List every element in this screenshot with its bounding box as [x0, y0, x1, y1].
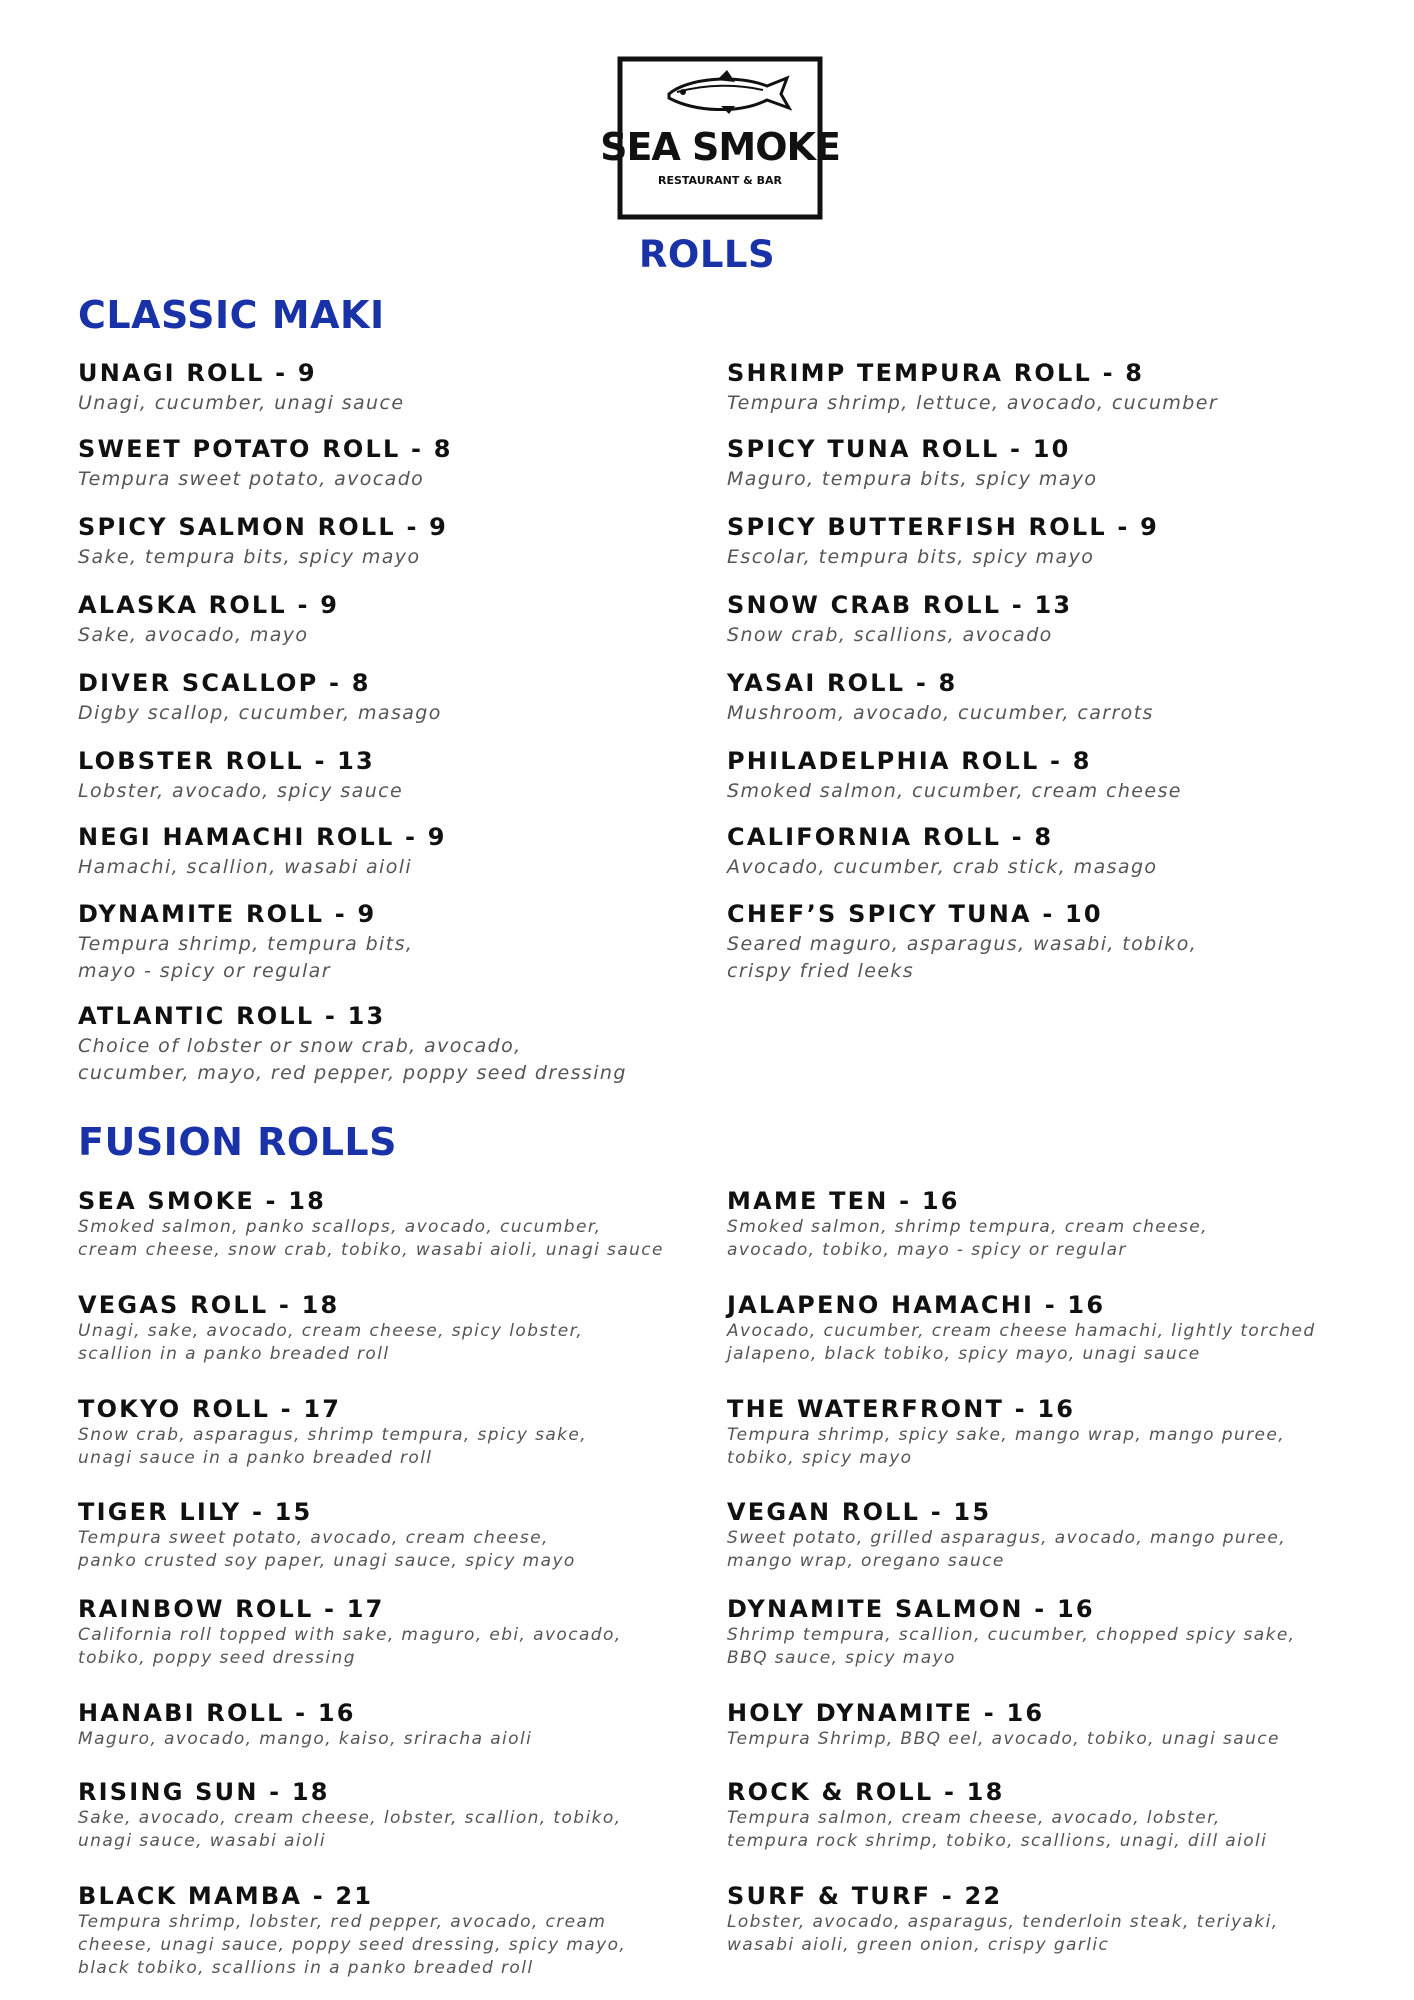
item-name: RISING SUN - 18 [78, 1778, 330, 1806]
item-name: THE WATERFRONT - 16 [727, 1395, 1076, 1423]
item-name: SWEET POTATO ROLL - 8 [78, 435, 453, 463]
item-name: CHEF’S SPICY TUNA - 10 [727, 900, 1103, 928]
menu-item [727, 358, 1367, 417]
section-title-fusion-rolls: FUSION ROLLS [78, 1120, 398, 1164]
item-name: TIGER LILY - 15 [78, 1498, 313, 1526]
item-name: TOKYO ROLL - 17 [78, 1395, 342, 1423]
item-name: VEGAS ROLL - 18 [78, 1291, 340, 1319]
item-description: Unagi, sake, avocado, cream cheese, spicy lobster, scallion in a panko breaded roll [78, 1321, 584, 1364]
item-name: DYNAMITE ROLL - 9 [78, 900, 377, 928]
item-name: HANABI ROLL - 16 [78, 1699, 356, 1727]
item-description: Sake, avocado, cream cheese, lobster, scallion, tobiko, unagi sauce, wasabi aioli [78, 1808, 622, 1851]
item-description: Tempura sweet potato, avocado, cream cheese, panko crusted soy paper, unagi sauce, spicy mayo [78, 1528, 576, 1571]
menu-item [78, 1290, 698, 1366]
item-description: Unagi, cucumber, unagi sauce [78, 392, 405, 414]
menu-item [727, 590, 1367, 649]
item-name: SURF & TURF - 22 [727, 1882, 1003, 1910]
menu-item [727, 668, 1367, 727]
item-description: Snow crab, asparagus, shrimp tempura, spicy sake, unagi sauce in a panko breaded roll [78, 1425, 588, 1468]
item-name: ROCK & ROLL - 18 [727, 1778, 1005, 1806]
menu-item [727, 1394, 1367, 1470]
item-description: Snow crab, scallions, avocado [727, 624, 1053, 646]
menu-item [727, 434, 1367, 493]
item-name: JALAPENO HAMACHI - 16 [727, 1291, 1106, 1319]
item-name: SPICY TUNA ROLL - 10 [727, 435, 1071, 463]
item-name: ALASKA ROLL - 9 [78, 591, 340, 619]
item-description: Smoked salmon, shrimp tempura, cream cheese, avocado, tobiko, mayo - spicy or regular [727, 1217, 1208, 1260]
menu-item [78, 1777, 698, 1853]
item-name: BLACK MAMBA - 21 [78, 1882, 374, 1910]
item-description: Smoked salmon, panko scallops, avocado, cucumber, cream cheese, snow crab, tobiko, wasabi aioli, unagi sauce [78, 1217, 664, 1260]
item-name: ATLANTIC ROLL - 13 [78, 1002, 386, 1030]
item-description: Tempura shrimp, lobster, red pepper, avocado, cream cheese, unagi sauce, poppy seed dressing, spicy mayo, black tobiko, scallions in a panko breaded roll [78, 1912, 627, 1978]
menu-item [78, 668, 698, 727]
menu-item [727, 1881, 1367, 1957]
item-description: Hamachi, scallion, wasabi aioli [78, 856, 413, 878]
menu-item [727, 1186, 1367, 1262]
item-description: Tempura shrimp, lettuce, avocado, cucumber [727, 392, 1219, 414]
item-description: Sake, avocado, mayo [78, 624, 309, 646]
item-description: Avocado, cucumber, cream cheese hamachi, lightly torched jalapeno, black tobiko, spicy mayo, unagi sauce [727, 1321, 1316, 1364]
menu-item [78, 1594, 698, 1670]
item-name: RAINBOW ROLL - 17 [78, 1595, 385, 1623]
item-description: Tempura Shrimp, BBQ eel, avocado, tobiko, unagi sauce [727, 1729, 1280, 1749]
menu-item [78, 1186, 698, 1262]
item-name: NEGI HAMACHI ROLL - 9 [78, 823, 447, 851]
item-name: PHILADELPHIA ROLL - 8 [727, 747, 1092, 775]
logo-brand-name: SEA SMOKE [600, 125, 840, 169]
menu-item [727, 899, 1367, 985]
menu-item [727, 512, 1367, 571]
menu-item [727, 1777, 1367, 1853]
item-description: Digby scallop, cucumber, masago [78, 702, 442, 724]
item-name: CALIFORNIA ROLL - 8 [727, 823, 1054, 851]
item-name: YASAI ROLL - 8 [727, 669, 958, 697]
item-description: Lobster, avocado, asparagus, tenderloin steak, teriyaki, wasabi aioli, green onion, crispy garlic [727, 1912, 1279, 1955]
item-description: Mushroom, avocado, cucumber, carrots [727, 702, 1154, 724]
item-name: SPICY SALMON ROLL - 9 [78, 513, 449, 541]
item-description: Sake, tempura bits, spicy mayo [78, 546, 421, 568]
menu-item [727, 1594, 1367, 1670]
logo-tagline: RESTAURANT & BAR [658, 174, 782, 187]
menu-item [78, 358, 698, 417]
item-name: LOBSTER ROLL - 13 [78, 747, 375, 775]
restaurant-logo [600, 56, 840, 220]
item-name: SNOW CRAB ROLL - 13 [727, 591, 1073, 619]
item-name: SHRIMP TEMPURA ROLL - 8 [727, 359, 1145, 387]
item-description: Maguro, avocado, mango, kaiso, sriracha aioli [78, 1729, 533, 1749]
menu-item [727, 1497, 1367, 1573]
item-description: Sweet potato, grilled asparagus, avocado, mango puree, mango wrap, oregano sauce [727, 1528, 1287, 1571]
menu-item [727, 746, 1367, 805]
menu-item [727, 822, 1367, 881]
item-name: UNAGI ROLL - 9 [78, 359, 317, 387]
item-description: California roll topped with sake, maguro, ebi, avocado, tobiko, poppy seed dressing [78, 1625, 622, 1668]
section-title-classic-maki: CLASSIC MAKI [78, 293, 385, 337]
item-name: SEA SMOKE - 18 [78, 1187, 327, 1215]
item-name: DYNAMITE SALMON - 16 [727, 1595, 1095, 1623]
item-description: Escolar, tempura bits, spicy mayo [727, 546, 1095, 568]
tuna-fish-icon [669, 70, 789, 114]
menu-item [78, 512, 698, 571]
item-description: Tempura salmon, cream cheese, avocado, lobster, tempura rock shrimp, tobiko, scallions, unagi, dill aioli [727, 1808, 1268, 1851]
menu-item [78, 822, 698, 881]
item-name: MAME TEN - 16 [727, 1187, 960, 1215]
page-title: ROLLS [638, 233, 776, 276]
menu-item [78, 1881, 698, 1980]
menu-item [78, 746, 698, 805]
item-name: HOLY DYNAMITE - 16 [727, 1699, 1045, 1727]
item-description: Avocado, cucumber, crab stick, masago [727, 856, 1158, 878]
menu-item [78, 1698, 698, 1751]
menu-item [727, 1290, 1367, 1366]
item-description: Seared maguro, asparagus, wasabi, tobiko, crispy fried leeks [727, 933, 1198, 982]
item-name: VEGAN ROLL - 15 [727, 1498, 992, 1526]
menu-item [78, 1001, 698, 1087]
item-description: Smoked salmon, cucumber, cream cheese [727, 780, 1182, 802]
menu-item [78, 590, 698, 649]
menu-item [727, 1698, 1367, 1751]
item-description: Tempura shrimp, spicy sake, mango wrap, mango puree, tobiko, spicy mayo [727, 1425, 1286, 1468]
menu-item [78, 434, 698, 493]
menu-item [78, 1394, 698, 1470]
menu-item [78, 899, 698, 985]
item-description: Tempura sweet potato, avocado [78, 468, 425, 490]
item-name: DIVER SCALLOP - 8 [78, 669, 371, 697]
item-description: Maguro, tempura bits, spicy mayo [727, 468, 1098, 490]
item-name: SPICY BUTTERFISH ROLL - 9 [727, 513, 1159, 541]
menu-item [78, 1497, 698, 1573]
item-description: Shrimp tempura, scallion, cucumber, chopped spicy sake, BBQ sauce, spicy mayo [727, 1625, 1296, 1668]
item-description: Lobster, avocado, spicy sauce [78, 780, 404, 802]
item-description: Choice of lobster or snow crab, avocado, cucumber, mayo, red pepper, poppy seed dressing [78, 1035, 627, 1084]
item-description: Tempura shrimp, tempura bits, mayo - spicy or regular [78, 933, 414, 982]
